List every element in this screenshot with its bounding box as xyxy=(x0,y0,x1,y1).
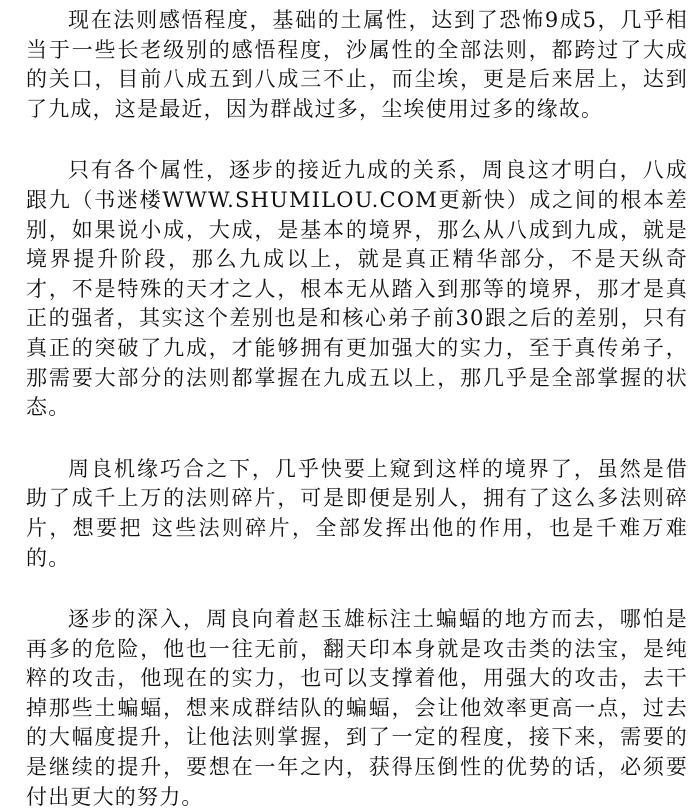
paragraph-4: 逐步的深入，周良向着赵玉雄标注土蝙蝠的地方而去，哪怕是再多的危险，他也一往无前，翻天印本身就是攻击类的法宝，是纯粹的攻击，他现在的实力，也可以支撑着他，用强大的攻击，去干掉那些土蝙蝠，想来成群结队的蝙蝠，会让他效率更高一点，过去的大幅度提升，让他法则掌握，到了一定的程度，接下来，需要的是继续的提升，要想在一年之内，获得压倒性的优势的话，必须要付出更大的努力。 xyxy=(26,607,688,809)
paragraph-3: 周良机缘巧合之下，几乎快要上窥到这样的境界了，虽然是借助了成千上万的法则碎片，可是即便是别人，拥有了这么多法则碎片，想要把 这些法则碎片，全部发挥出他的作用，也是千难万难的。 xyxy=(26,456,688,570)
paragraph-2: 只有各个属性，逐步的接近九成的关系，周良这才明白，八成跟九（书迷楼WWW.SHUMILOU.COM更新快）成之间的根本差别，如果说小成，大成，是基本的境界，那么从八成到九成，就是境界提升阶段，那么九成以上，就是真正精华部分，不是天纵奇才，不是特殊的天才之人，根本无从踏入到那等的境界，那才是真正的强者，其实这个差别也是和核心弟子前30跟之后的差别，只有真正的突破了九成，才能够拥有更加强大的实力，至于真传弟子，那需要大部分的法则都掌握在九成五以上，那几乎是全部掌握的状态。 xyxy=(26,158,688,420)
paragraph-1: 现在法则感悟程度，基础的土属性，达到了恐怖9成5，几乎相当于一些长老级别的感悟程度，沙属性的全部法则，都跨过了大成的关口，目前八成五到八成三不止，而尘埃，更是后来居上，达到了九成，这是最近，因为群战过多，尘埃使用过多的缘故。 xyxy=(26,8,688,121)
